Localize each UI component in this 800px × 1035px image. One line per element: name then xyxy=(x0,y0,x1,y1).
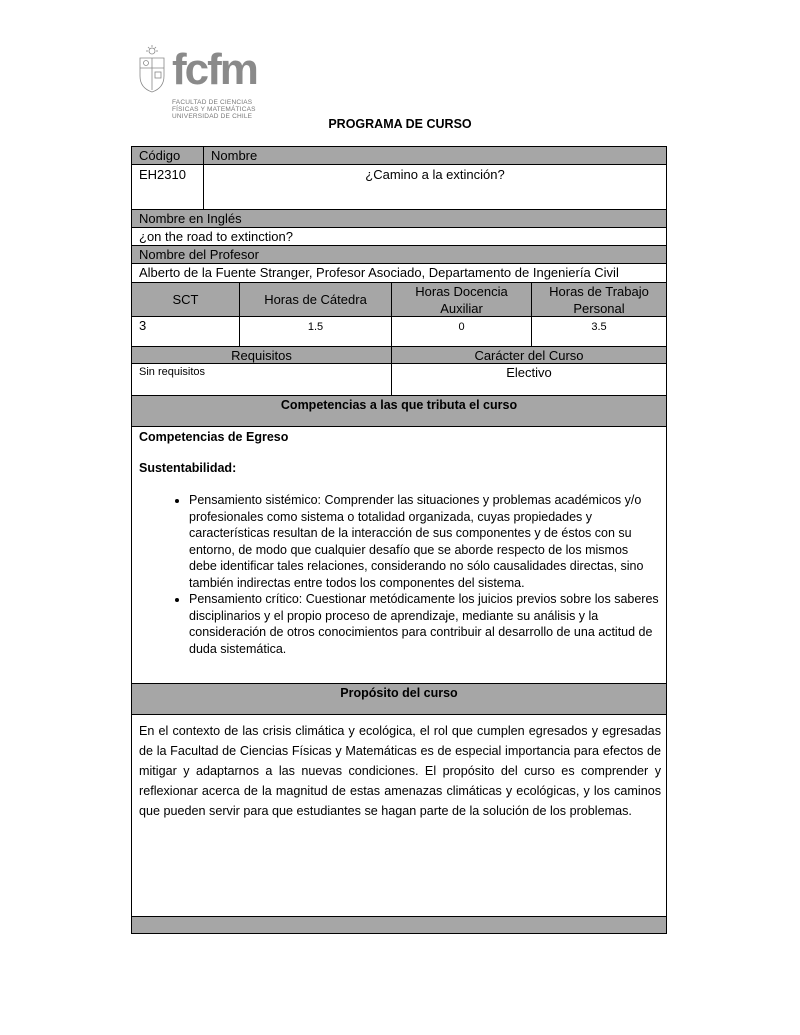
profesor-label: Nombre del Profesor xyxy=(132,246,666,264)
list-item: • Pensamiento sistémico: Comprender las situaciones y problemas académicos y/o profesionales como sistema o totalidad organizada, cuyas propiedades y características resultan de la interacción de sus componentes y de éstos con su entorno, de modo que cualquier desafío que se aborde respecto de los mismos debe identificar tales relaciones, considerando no sólo causalidades directas, sino también indirectas entre todos los componentes del sistema. xyxy=(189,492,659,591)
list-item: • Pensamiento crítico: Cuestionar metódicamente los juicios previos sobre los saberes disciplinarios y el propio proceso de aprendizaje, mediante su análisis y la consideración de otros conocimientos para contribuir al desarrollo de una actitud de duda sistemática. xyxy=(189,591,659,657)
proposito-text: En el contexto de las crisis climática y ecológica, el rol que cumplen egresados y egresadas de la Facultad de Ciencias Físicas y Matemáticas es de especial importancia para efectos de mitigar y adaptarnos a las nuevas condiciones. El propósito del curso es comprender y reflexionar acerca de la magnitud de estas amenazas climáticas y ecológicas, y los caminos que pueden servir para que estudiantes se hagan parte de la solución de los problemas. xyxy=(139,724,661,818)
competencias-header: Competencias a las que tributa el curso xyxy=(132,396,666,427)
profesor-value: Alberto de la Fuente Stranger, Profesor Asociado, Departamento de Ingeniería Civil xyxy=(132,264,666,283)
sustentabilidad-title: Sustentabilidad: xyxy=(139,460,237,475)
docencia-auxiliar-label: Horas Docencia Auxiliar xyxy=(391,283,531,317)
logo-wordmark: fcfm xyxy=(172,45,257,94)
caracter-value: Electivo xyxy=(391,364,666,396)
logo-subtitle-line: FACULTAD DE CIENCIAS xyxy=(172,99,253,106)
competencias-section xyxy=(132,427,666,684)
codigo-value: EH2310 xyxy=(132,165,203,210)
nombre-ingles-value: ¿on the road to extinction? xyxy=(132,228,666,246)
fcfm-logo xyxy=(136,44,260,120)
nombre-label: Nombre xyxy=(203,147,666,165)
course-program-table xyxy=(131,146,667,934)
university-crest-icon xyxy=(136,44,168,94)
docencia-auxiliar-value: 0 xyxy=(391,317,531,347)
caracter-label: Carácter del Curso xyxy=(391,347,666,364)
requisitos-value: Sin requisitos xyxy=(132,364,391,396)
sct-label: SCT xyxy=(132,283,239,317)
document-title: PROGRAMA DE CURSO xyxy=(328,117,472,131)
table-footer-bar xyxy=(132,917,666,933)
logo-subtitle-line: UNIVERSIDAD DE CHILE xyxy=(172,113,253,120)
sct-value: 3 xyxy=(132,317,239,347)
logo-subtitle-line: FÍSICAS Y MATEMÁTICAS xyxy=(172,106,256,113)
nombre-value: ¿Camino a la extinción? xyxy=(203,165,666,210)
competencias-content xyxy=(139,427,659,657)
requisitos-label: Requisitos xyxy=(132,347,391,364)
proposito-section xyxy=(132,715,666,917)
competencias-list xyxy=(139,492,659,657)
trabajo-personal-label: Horas de Trabajo Personal xyxy=(531,283,666,317)
proposito-header: Propósito del curso xyxy=(132,684,666,715)
catedra-value: 1.5 xyxy=(239,317,391,347)
nombre-ingles-label: Nombre en Inglés xyxy=(132,210,666,228)
catedra-label: Horas de Cátedra xyxy=(239,283,391,317)
codigo-label: Código xyxy=(132,147,203,165)
trabajo-personal-value: 3.5 xyxy=(531,317,666,347)
competencias-egreso-title: Competencias de Egreso xyxy=(139,430,289,444)
